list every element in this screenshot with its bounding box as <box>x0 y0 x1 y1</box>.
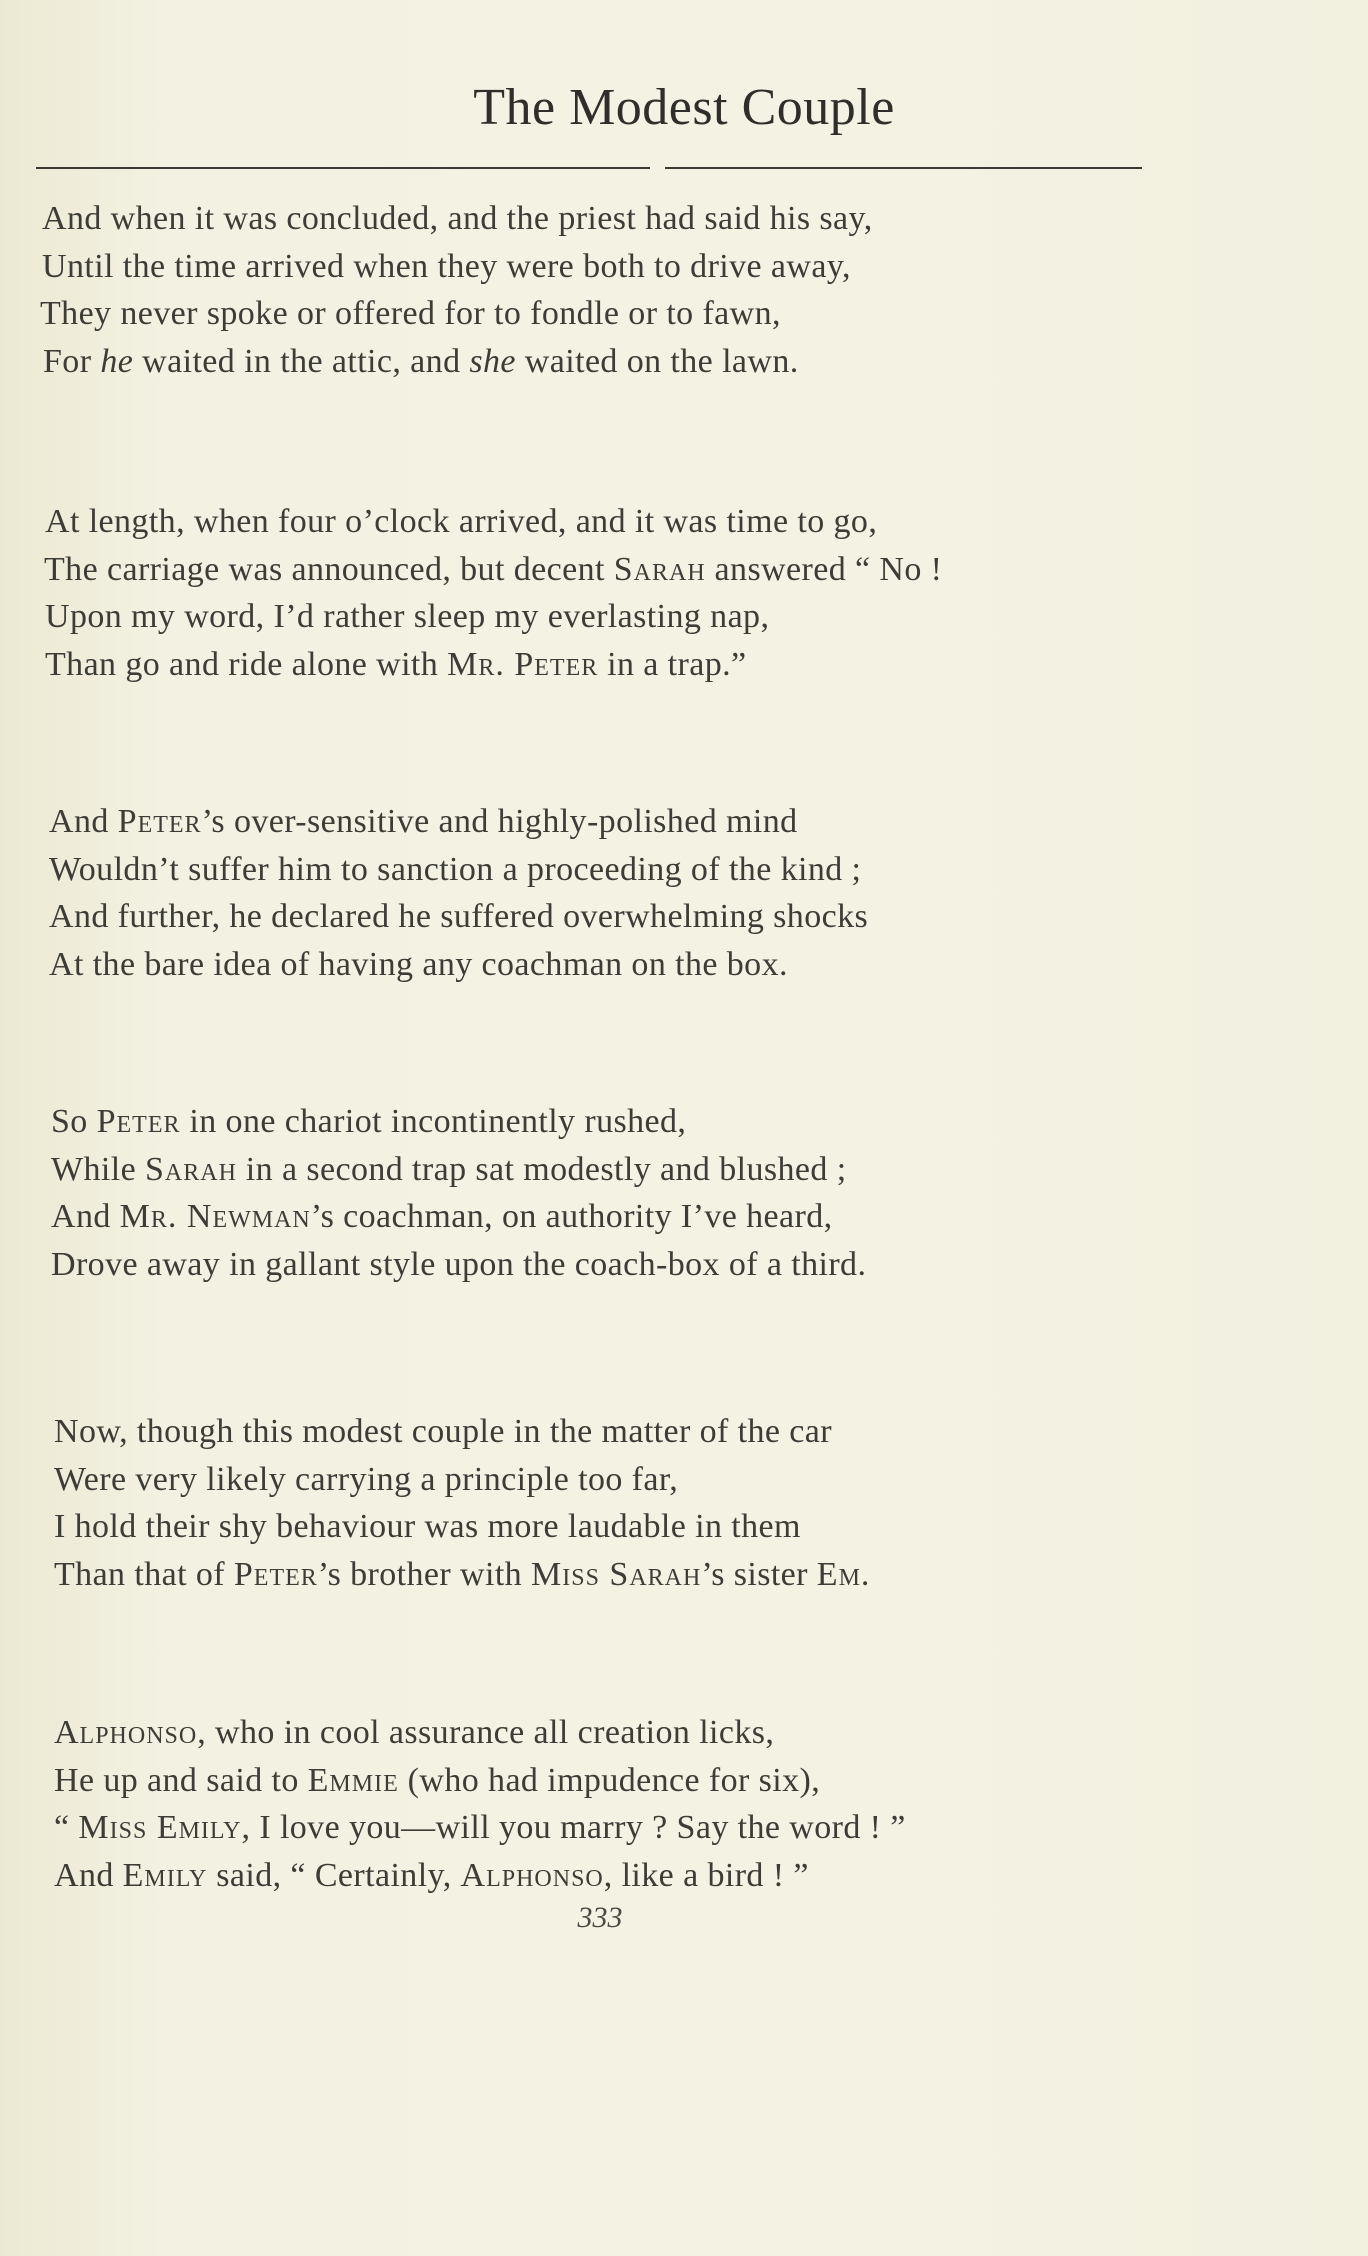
verse-line <box>45 505 877 539</box>
verse-text: ’s coachman, on authority I’ve heard, <box>310 1198 833 1235</box>
verse-text: in a second trap sat modestly and blushed ; <box>236 1150 847 1188</box>
verse-line <box>51 1245 867 1283</box>
verse-line <box>51 1150 847 1188</box>
verse-text: , I love you—will you marry ? Say the word ! ” <box>241 1809 906 1846</box>
verse-text: Upon my word, I’d rather sleep my everlasting nap, <box>45 598 770 635</box>
title-rule-right <box>665 167 1142 169</box>
verse-line <box>44 550 943 588</box>
verse-text: in a trap.” <box>598 645 747 683</box>
small-caps-name: Mr. Newman <box>119 1198 311 1235</box>
verse-text: And <box>54 1856 123 1894</box>
verse-text: Than that of <box>54 1555 234 1593</box>
verse-line <box>54 1555 871 1593</box>
small-caps-name: Sarah <box>144 1150 237 1188</box>
italic-word: she <box>469 342 516 380</box>
verse-text: And further, he declared he suffered overwhelming shocks <box>49 898 869 935</box>
verse-line <box>54 1415 832 1449</box>
verse-line <box>42 247 851 285</box>
small-caps-name: Em. <box>816 1555 871 1593</box>
verse-text: The carriage was announced, but decent <box>44 550 614 588</box>
verse-text: said, “ Certainly, <box>207 1856 461 1894</box>
verse-text: Now, though this modest couple in the matter of the car <box>54 1413 833 1450</box>
verse-line <box>49 805 798 839</box>
verse-line <box>49 850 862 888</box>
verse-text: Wouldn’t suffer him to sanction a proceeding of the kind ; <box>49 850 862 888</box>
verse-line <box>40 297 781 331</box>
small-caps-name: Peter <box>117 803 202 840</box>
small-caps-name: Alphonso <box>460 1856 604 1894</box>
small-caps-name: Emmie <box>307 1761 399 1799</box>
page-number: 333 <box>577 1901 623 1934</box>
verse-text: He up and said to <box>54 1761 308 1799</box>
verse-line <box>51 1105 686 1139</box>
verse-line <box>45 645 747 683</box>
verse-text: waited on the lawn. <box>515 342 799 380</box>
verse-text: ’s over-sensitive and highly-polished mind <box>201 803 798 840</box>
page-title: The Modest Couple <box>473 79 895 136</box>
verse-line <box>54 1761 821 1799</box>
verse-text: I hold their shy behaviour was more laudable in them <box>54 1508 801 1545</box>
verse-text: And <box>49 803 118 840</box>
verse-text: answered “ No ! <box>705 550 943 588</box>
verse-text: So <box>51 1103 97 1140</box>
verse-text: While <box>51 1150 145 1188</box>
verse-line <box>45 600 769 634</box>
verse-line <box>54 1510 801 1544</box>
small-caps-name: Miss Emily <box>78 1809 242 1846</box>
small-caps-name: Mr. Peter <box>447 645 599 683</box>
small-caps-name: Emily <box>122 1856 208 1894</box>
verse-text: , like a bird ! ” <box>603 1856 809 1894</box>
verse-line <box>42 202 873 236</box>
verse-line <box>49 945 788 983</box>
small-caps-name: Peter <box>233 1555 318 1593</box>
small-caps-name: Sarah <box>613 550 706 588</box>
small-caps-name: Alphonso <box>54 1714 198 1751</box>
title-rule-left <box>36 167 650 169</box>
small-caps-name: Miss Sarah <box>531 1555 702 1593</box>
verse-text: At length, when four o’clock arrived, and it was time to go, <box>45 503 878 540</box>
verse-text: They never spoke or offered for to fondle or to fawn, <box>40 295 781 332</box>
verse-line <box>51 1200 833 1234</box>
verse-text: ’s brother with <box>317 1555 531 1593</box>
verse-text: And <box>51 1198 120 1235</box>
verse-line <box>49 900 868 934</box>
verse-text: And when it was concluded, and the priest had said his say, <box>42 200 873 237</box>
verse-text: ’s sister <box>701 1555 817 1593</box>
verse-text: (who had impudence for six), <box>398 1761 821 1799</box>
verse-text: in one chariot incontinently rushed, <box>180 1103 687 1140</box>
verse-text: , who in cool assurance all creation licks, <box>197 1714 775 1751</box>
verse-text: Than go and ride alone with <box>45 645 448 683</box>
verse-line <box>43 342 799 380</box>
verse-text: Until the time arrived when they were both to drive away, <box>42 247 851 285</box>
verse-text: At the bare idea of having any coachman on the box. <box>49 945 788 983</box>
verse-text: Drove away in gallant style upon the coach-box of a third. <box>51 1245 867 1283</box>
verse-text: “ <box>54 1809 79 1846</box>
verse-text: waited in the attic, and <box>133 342 470 380</box>
verse-line <box>54 1856 809 1894</box>
verse-line <box>54 1811 906 1845</box>
italic-word: he <box>100 342 134 380</box>
verse-line <box>54 1716 774 1750</box>
verse-text: For <box>43 342 101 380</box>
small-caps-name: Peter <box>96 1103 181 1140</box>
verse-line <box>54 1460 679 1498</box>
verse-text: Were very likely carrying a principle too far, <box>54 1460 679 1498</box>
